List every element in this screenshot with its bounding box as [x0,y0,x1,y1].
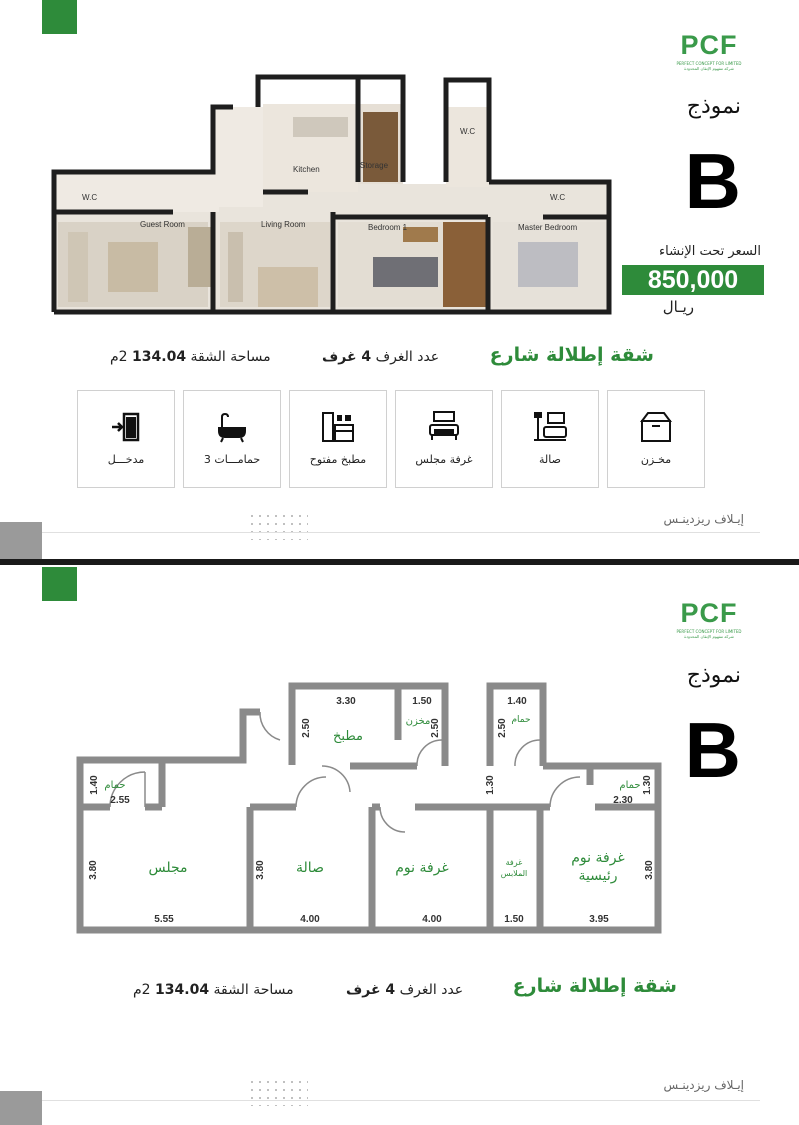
plan-label-master-1: غرفة نوم [571,850,625,866]
rooms-count: عدد الغرف 4 غرف [322,349,440,365]
dim-3-80-right: 3.80 [644,860,655,880]
dim-2-55: 2.55 [110,795,130,806]
dim-3-95: 3.95 [589,914,609,925]
company-logo: PCF PERFECT CONCEPT FOR LIMITED شركة مفهوم الإتقان المحدودة [676,30,742,71]
plan-label-bath-right: حمام [619,780,641,791]
plan-label-bath-left: حمام [104,780,126,791]
corner-grey-square [0,1091,42,1125]
feature-hall: صالة [501,390,599,488]
feature-entrance: مدخـــل [77,390,175,488]
plan-label-bath-top: حمام [511,715,531,725]
dim-1-40-top: 1.40 [507,696,527,707]
corner-green-square [42,567,77,601]
model-label: نموذج [686,663,741,688]
plan-label-kitchen: مطبخ [333,729,363,744]
apartment-area: مساحة الشقة 134.04 2م [133,982,294,998]
apartment-title: شقة إطلالة شارع [489,344,654,366]
rendered-floor-plan [48,72,613,322]
dimension-plan-page [0,565,799,1125]
door-icon [108,409,144,445]
fp-label-guest-room: Guest Room [140,220,185,229]
model-letter: B [684,137,741,225]
fp-label-master-bedroom: Master Bedroom [518,223,578,232]
brochure-page-rendered [0,0,799,562]
price-value: 850,000 [622,265,764,295]
fp-label-wc-right: W.C [550,193,566,202]
fp-label-wc-left: W.C [82,193,98,202]
fp-label-living-room: Living Room [261,220,306,229]
dim-3-80-left: 3.80 [88,860,99,880]
dim-4-00-b: 4.00 [422,914,442,925]
feature-storage: مخـزن [607,390,705,488]
sofa-icon [426,409,462,445]
price-label: السعر تحت الإنشاء [659,244,761,259]
rooms-count: عدد الغرف 4 غرف [346,982,464,998]
feature-majlis: غرفة مجلس [395,390,493,488]
decorative-dots [248,1078,308,1106]
fp-label-bedroom1: Bedroom 1 [368,223,408,232]
fp-label-wc-top: W.C [460,127,476,136]
plan-label-dressing-1: غرفة [505,858,523,867]
footer-brand: إيـلاف ريزدينـس [663,1078,744,1092]
dim-1-50-top: 1.50 [412,696,432,707]
dim-2-50-bath: 2.50 [497,718,508,738]
dim-1-30-right: 1.30 [642,775,653,795]
feature-bathrooms: 3 حمامـــات [183,390,281,488]
plan-label-master-2: رئيسية [578,868,618,884]
footer-rule [40,532,760,533]
feature-open-kitchen: مطبخ مفتوح [289,390,387,488]
plan-label-bedroom: غرفة نوم [395,860,449,876]
fp-label-storage: Storage [360,161,389,170]
plan-label-storage: مخزن [405,716,431,727]
dim-1-50-bottom: 1.50 [504,914,524,925]
kitchen-icon [320,409,356,445]
corner-grey-square [0,522,42,559]
currency-label: ريـال [662,298,694,316]
dimensioned-floor-plan [70,680,670,940]
dim-3-80-mid: 3.80 [255,860,266,880]
plan-label-dressing-2: الملابس [500,869,528,878]
dim-4-00-a: 4.00 [300,914,320,925]
company-logo: PCF PERFECT CONCEPT FOR LIMITED شركة مفهوم الإتقان المحدودة [676,598,742,639]
dim-3-30: 3.30 [336,696,356,707]
bathtub-icon [214,409,250,445]
storage-box-icon [638,409,674,445]
footer-brand: إيـلاف ريزدينـس [663,512,744,526]
apartment-title: شقة إطلالة شارع [512,975,677,997]
dim-1-40-left: 1.40 [89,775,100,795]
dim-2-50-kitchen: 2.50 [301,718,312,738]
model-letter: B [684,706,741,794]
dim-1-30-center: 1.30 [485,775,496,795]
dim-5-55: 5.55 [154,914,174,925]
apartment-area: مساحة الشقة 134.04 2م [110,349,271,365]
model-label: نموذج [686,94,741,119]
dim-2-50-storage: 2.50 [430,718,441,738]
living-room-icon [532,409,568,445]
fp-label-kitchen: Kitchen [293,165,320,174]
dim-2-30: 2.30 [613,795,633,806]
decorative-dots [248,512,308,540]
plan-label-majlis: مجلس [148,860,188,876]
corner-green-square [42,0,77,34]
footer-rule [40,1100,760,1101]
plan-label-hall: صالة [296,860,324,876]
